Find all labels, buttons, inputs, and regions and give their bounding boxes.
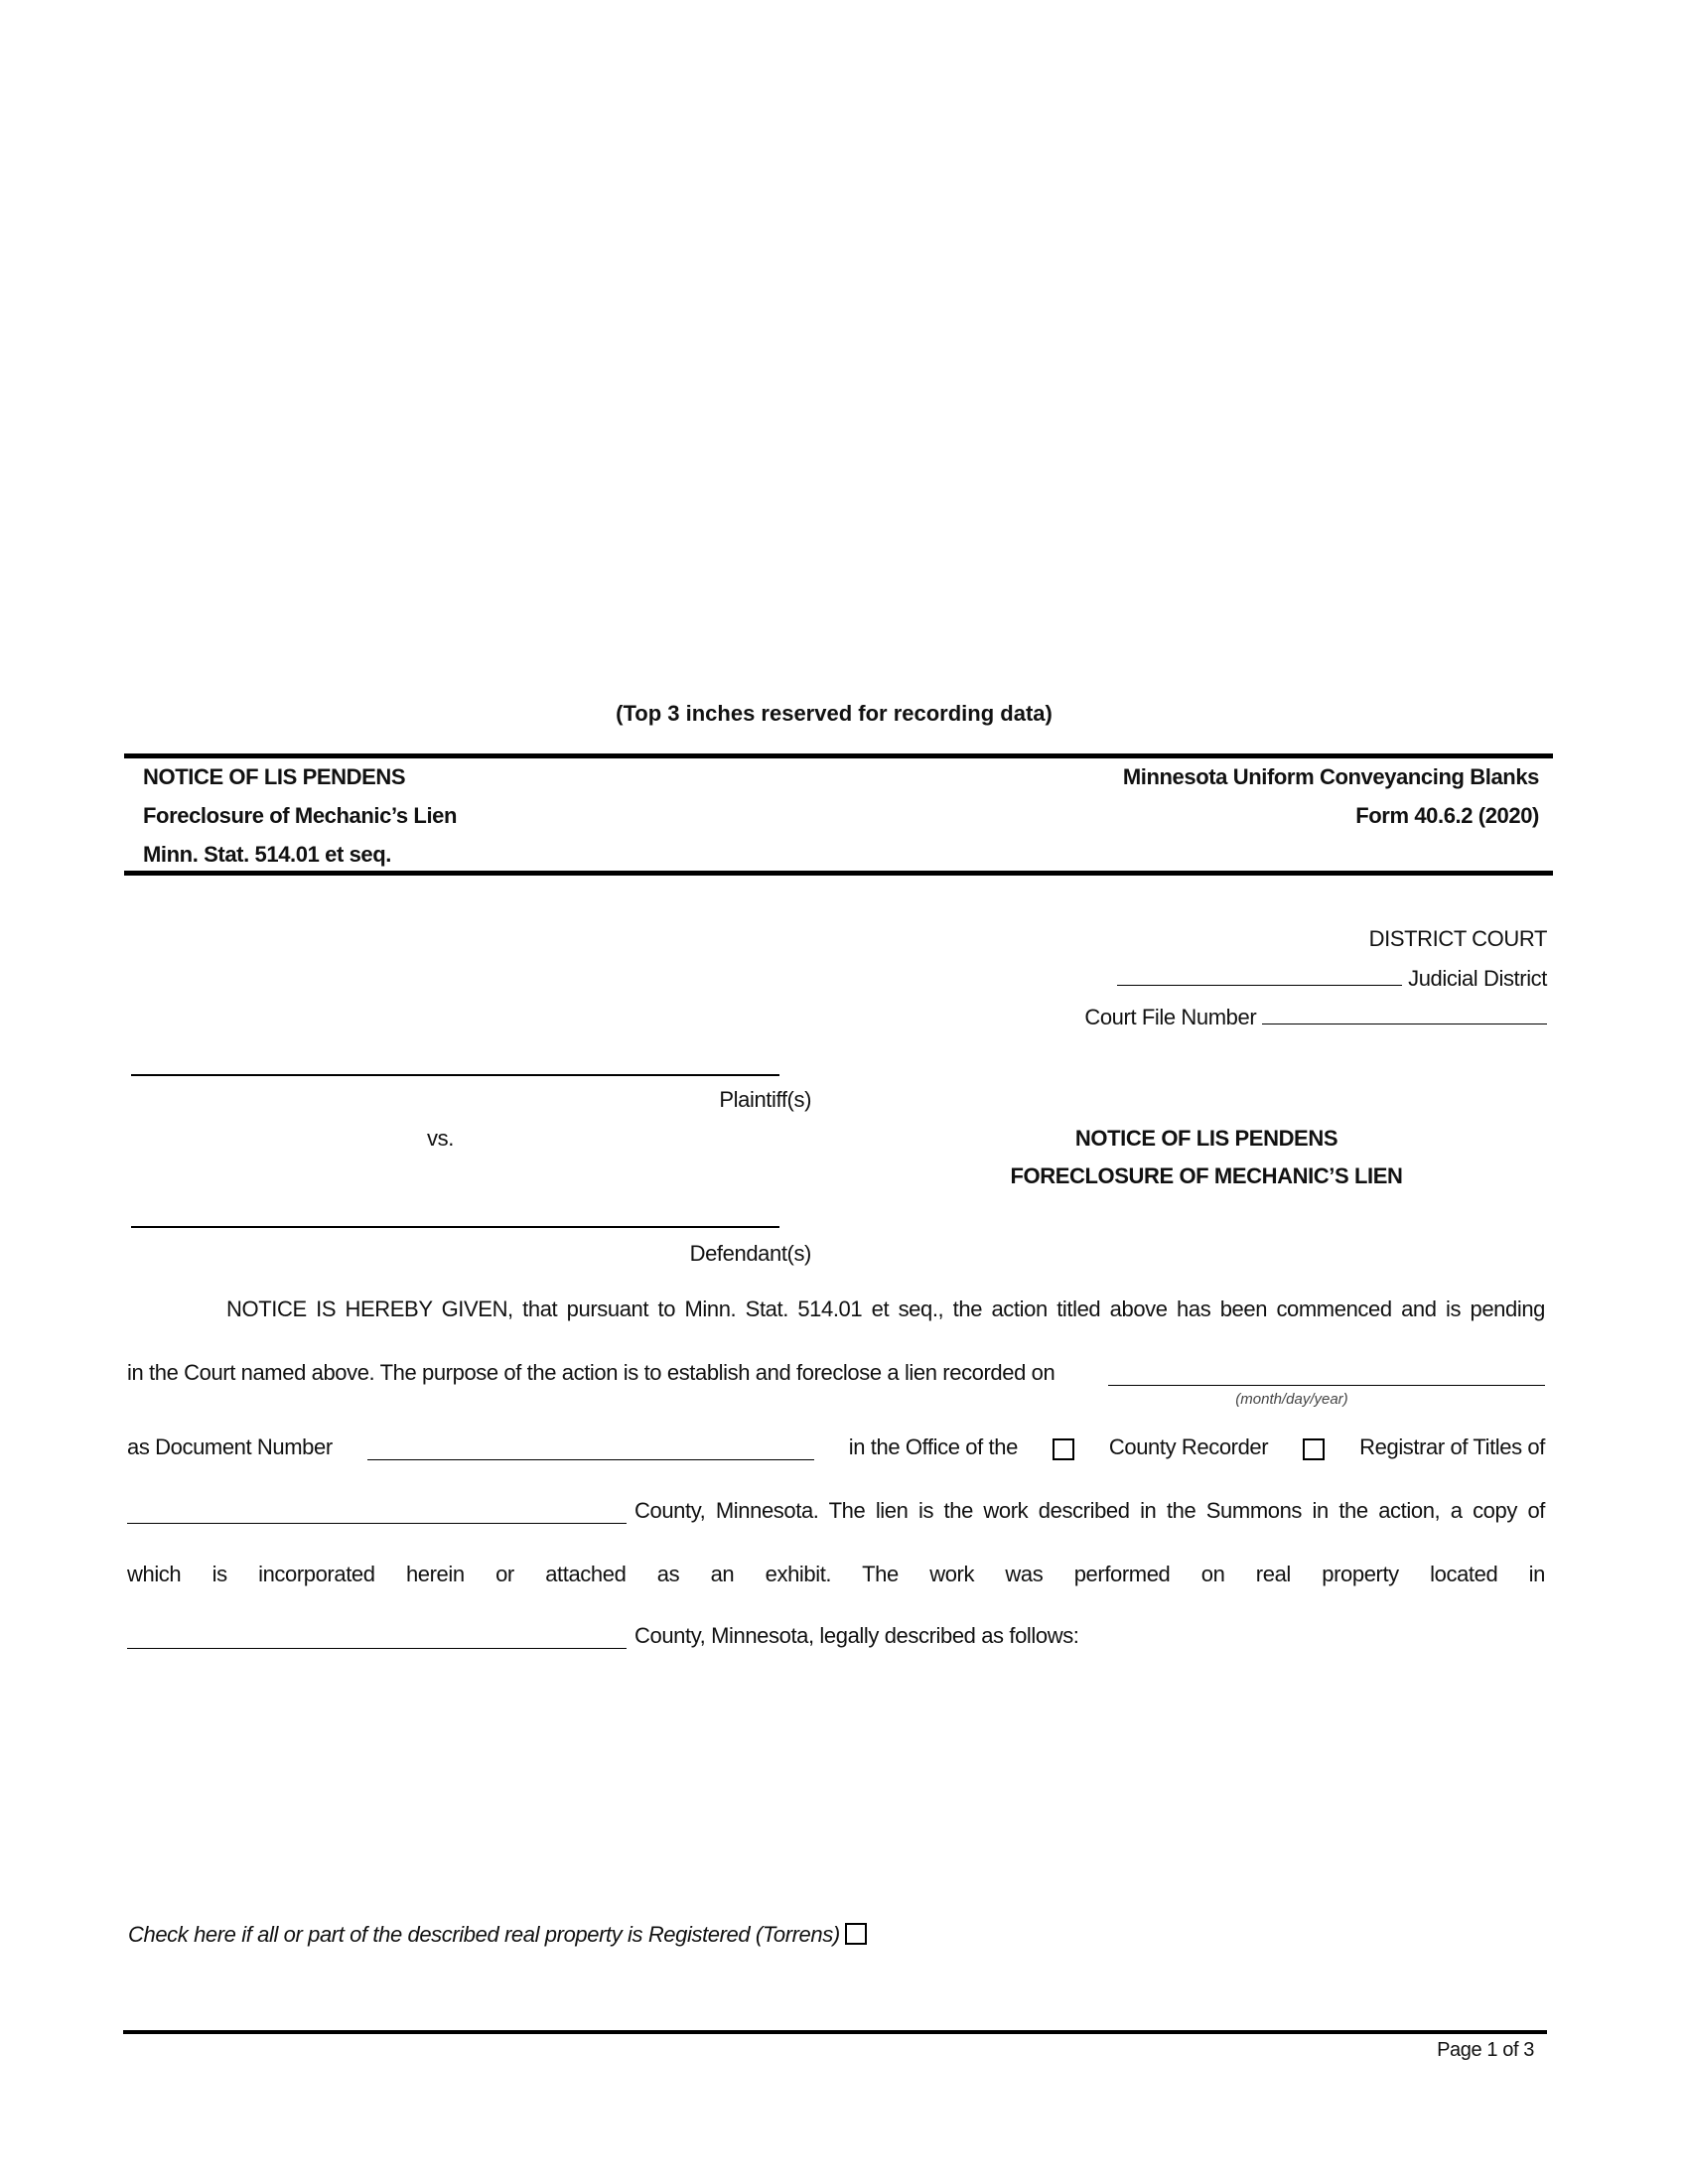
- registrar-label: Registrar of Titles of: [1359, 1434, 1545, 1459]
- body-line-6: [127, 1623, 1545, 1649]
- judicial-district-label: Judicial District: [1408, 966, 1547, 991]
- caption-title-1: NOTICE OF LIS PENDENS: [1074, 1126, 1338, 1151]
- lien-county-field[interactable]: [127, 1503, 627, 1524]
- recorded-date-field[interactable]: [1108, 1365, 1545, 1386]
- court-file-number-field[interactable]: [1262, 1004, 1547, 1024]
- form-title: NOTICE OF LIS PENDENS: [143, 764, 406, 789]
- judicial-district-row: [1117, 965, 1547, 992]
- registrar-checkbox[interactable]: [1303, 1438, 1325, 1460]
- body-line-3: [127, 1434, 1545, 1460]
- torrens-checkbox[interactable]: [845, 1923, 867, 1945]
- caption-title-2: FORECLOSURE OF MECHANIC’S LIEN: [1010, 1163, 1403, 1188]
- district-court-label: DISTRICT COURT: [1368, 926, 1547, 951]
- page-number: Page 1 of 3: [1437, 2039, 1534, 2061]
- body-text: which is incorporated herein or attached as an exhibit. The work was performed on real property located in: [127, 1562, 1545, 1586]
- versus-label: vs.: [427, 1126, 454, 1151]
- body-line-2: [127, 1360, 1545, 1386]
- judicial-district-field[interactable]: [1117, 965, 1402, 986]
- body-text: County, Minnesota. The lien is the work described in the Summons in the action, a copy of: [634, 1498, 1545, 1523]
- form-series: Minnesota Uniform Conveyancing Blanks: [1122, 764, 1539, 789]
- document-number-field[interactable]: [367, 1439, 814, 1460]
- body-text: County, Minnesota, legally described as follows:: [634, 1623, 1079, 1648]
- recording-note: (Top 3 inches reserved for recording data): [616, 701, 1053, 726]
- court-file-row: [1084, 1004, 1547, 1030]
- county-recorder-label: County Recorder: [1108, 1434, 1269, 1459]
- header-bottom-rule: [124, 871, 1553, 876]
- torrens-row: [128, 1922, 867, 1948]
- form-subtitle: Foreclosure of Mechanic’s Lien: [143, 803, 458, 828]
- county-recorder-checkbox[interactable]: [1053, 1438, 1074, 1460]
- defendant-label: Defendant(s): [689, 1241, 811, 1266]
- body-text: in the Office of the: [848, 1434, 1018, 1459]
- body-text: NOTICE IS HEREBY GIVEN, that pursuant to Minn. Stat. 514.01 et seq., the action titled above has been commenced and is pending: [226, 1297, 1545, 1321]
- defendant-field[interactable]: [131, 1226, 779, 1228]
- property-county-field[interactable]: [127, 1628, 627, 1649]
- footer-rule: [123, 2030, 1547, 2034]
- header-top-rule: [124, 753, 1553, 758]
- body-line-5: [127, 1562, 1545, 1587]
- plaintiff-label: Plaintiff(s): [719, 1087, 811, 1112]
- form-number: Form 40.6.2 (2020): [1355, 803, 1539, 828]
- body-line-1: [226, 1297, 1545, 1322]
- body-text: as Document Number: [127, 1434, 333, 1459]
- plaintiff-field[interactable]: [131, 1074, 779, 1076]
- torrens-label: Check here if all or part of the described real property is Registered (Torrens): [128, 1922, 840, 1947]
- court-file-number-label: Court File Number: [1084, 1005, 1257, 1029]
- form-statute: Minn. Stat. 514.01 et seq.: [143, 842, 392, 867]
- body-line-4: [127, 1498, 1545, 1524]
- date-hint: (month/day/year): [1235, 1391, 1348, 1408]
- body-text: in the Court named above. The purpose of the action is to establish and foreclose a lien recorded on: [127, 1360, 1055, 1385]
